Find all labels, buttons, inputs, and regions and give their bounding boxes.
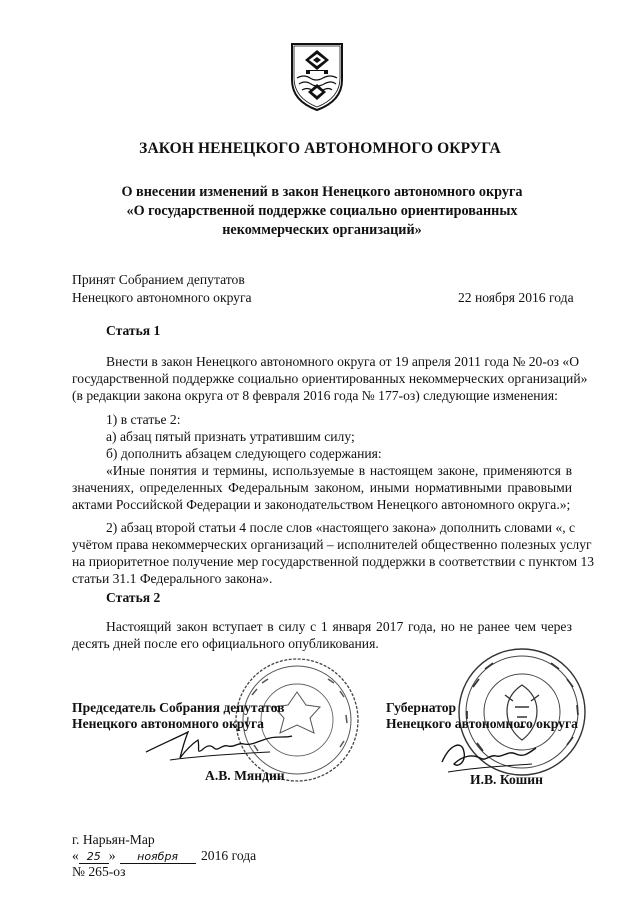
text-line: а) абзац пятый признать утратившим силу; (106, 429, 355, 444)
text-line: (в редакции закона округа от 8 февраля 2016 года № 177-оз) следующие изменения: (72, 388, 558, 403)
law-subtitle (80, 183, 564, 240)
article-2-heading: Статья 2 (106, 590, 161, 605)
left-signatory-title-1: Председатель Собрания депутатов (72, 700, 285, 715)
text-line: 2) абзац второй статьи 4 после слов «настоящего закона» дополнить словами «, с (106, 520, 576, 535)
adoption-line-1: Принят Собранием депутатов (72, 272, 245, 287)
adoption-date: 22 ноября 2016 года (458, 290, 574, 305)
subtitle-line: некоммерческих организаций» (222, 222, 422, 238)
text-line: актами Российской Федерации и законодательством Ненецкого автономного округа.»; (72, 497, 571, 512)
right-signatory-title-1: Губернатор (386, 700, 457, 715)
text-line: государственной поддержке социально ориентированных некоммерческих организаций» (72, 371, 588, 386)
footer-city: г. Нарьян-Мар (72, 832, 155, 847)
left-signatory-name: А.В. Мяндин (205, 768, 285, 783)
date-month-handwritten: ноября (120, 850, 196, 864)
nenets-coat-of-arms-icon (288, 40, 346, 112)
text-line: 1) в статье 2: (106, 412, 181, 427)
text-line: на приоритетное получение мер государственной поддержки в соответствии с пунктом 13 (72, 554, 595, 569)
left-signatory-title-2: Ненецкого автономного округа (72, 716, 264, 731)
subtitle-line: «О государственной поддержке социально ориентированных (126, 203, 518, 219)
article-1-quote (72, 462, 572, 513)
article-1-item-1 (72, 411, 572, 462)
adoption-line-2: Ненецкого автономного округа (72, 290, 252, 305)
text-line: статьи 31.1 Федерального закона». (72, 571, 273, 586)
article-1-intro (72, 353, 588, 404)
text-line: значениях, определенных Федеральным законом, иными нормативными правовыми (72, 480, 572, 495)
text-line: десять дней после его официального опубликования. (72, 636, 379, 651)
text-line: б) дополнить абзацем следующего содержания: (106, 446, 382, 461)
footer-date (72, 848, 272, 864)
text-line: Внести в закон Ненецкого автономного округа от 19 апреля 2011 года № 20-оз «О (106, 354, 580, 369)
law-title: ЗАКОН НЕНЕЦКОГО АВТОНОМНОГО ОКРУГА (139, 140, 501, 157)
law-number: № 265-оз (72, 864, 126, 879)
article-1-item-2 (72, 519, 595, 587)
text-line: учётом права некоммерческих организаций – исполнителей общественно полезных услуг (72, 537, 592, 552)
date-close-quote: » (108, 848, 116, 863)
text-line: Настоящий закон вступает в силу с 1 января 2017 года, но не ранее чем через (106, 619, 572, 634)
text-line: «Иные понятия и термины, используемые в настоящем законе, применяются в (106, 463, 572, 478)
date-day-handwritten: 25 (79, 850, 109, 864)
article-1-heading: Статья 1 (106, 323, 161, 338)
handwritten-signature-left (140, 722, 300, 770)
subtitle-line: О внесении изменений в закон Ненецкого автономного округа (121, 184, 523, 200)
date-open-quote: « (72, 848, 79, 863)
right-signatory-title-2: Ненецкого автономного округа (386, 716, 578, 731)
right-signatory-name: И.В. Кошин (470, 772, 543, 787)
date-year: 2016 года (201, 848, 257, 863)
